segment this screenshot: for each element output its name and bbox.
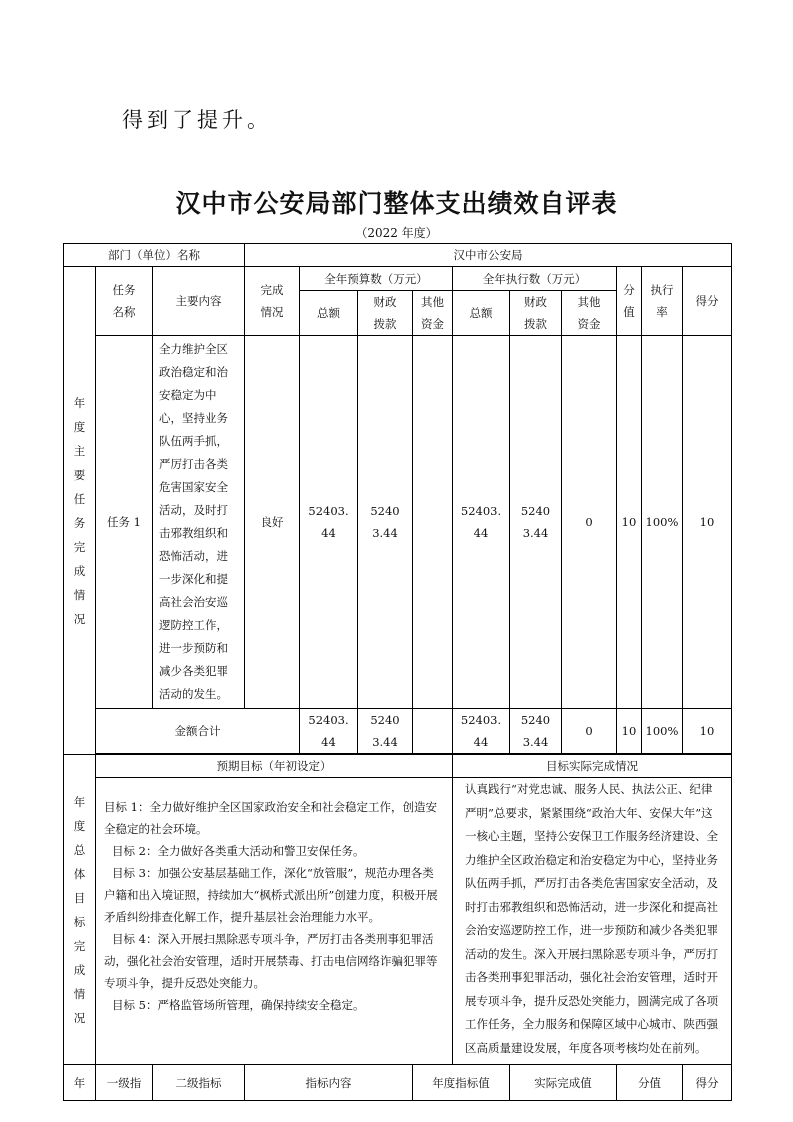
sum-budget-other [413, 709, 453, 754]
header-exec-other: 其他资金 [562, 291, 617, 336]
actual-completion-text: 认真践行“对党忠诚、服务人民、执法公正、纪律严明”总要求，紧紧围绕“政治大年、安保大年”这一核心主题，坚持公安保卫工作服务经济建设、全力维护全区政治稳定和治安稳定为中心，坚持业务队伍两手抓，严厉打击各类危害国家安全活动，及时打击邪教组织和恐怖活动，进一步深化和提高社会治安巡逻防控工作，进一步预防和减少各类犯罪活动的发生。深入开展扫黑除恶专项斗争，严厉打击各类刑事犯罪活动，强化社会治安管理，适时开展专项斗争，提升反恐处突能力，圆满完成了各项工作任务，全力服务和保障区域中心城市、陕西强区高质量建设发展，年度各项考核均处在前列。 [453, 778, 732, 1065]
header-points: 分值 [617, 267, 642, 336]
task1-points: 10 [617, 336, 642, 709]
header-budget-total: 总额 [300, 291, 358, 336]
sum-exec-fiscal: 52403.44 [510, 709, 562, 754]
bottom-col-score: 得分 [683, 1065, 732, 1101]
sum-budget-total: 52403.44 [300, 709, 358, 754]
dept-value: 汉中市公安局 [245, 244, 732, 267]
header-score: 得分 [683, 267, 732, 336]
expected-goals-list [96, 778, 453, 1065]
year-subtitle: （2022 年度） [355, 226, 438, 240]
header-exec-total: 总额 [453, 291, 510, 336]
dept-label: 部门（单位）名称 [64, 244, 245, 267]
sum-rate: 100% [642, 709, 683, 754]
task1-content: 全力维护全区政治稳定和治安稳定为中心，坚持业务队伍两手抓，严厉打击各类危害国家安全活动，及时打击邪教组织和恐怖活动，进一步深化和提高社会治安巡逻防控工作，进一步预防和减少各类犯罪活动的发生。 [153, 336, 245, 709]
task1-score: 10 [683, 336, 732, 709]
bottom-col-actual-value: 实际完成值 [510, 1065, 617, 1101]
performance-table [63, 243, 732, 1101]
sum-score: 10 [683, 709, 732, 754]
task1-budget-other [413, 336, 453, 709]
goal-1: 目标 1：全力做好维护全区国家政治安全和社会稳定工作，创造安全稳定的社会环境。 [104, 800, 437, 836]
header-budget-fiscal: 财政拨款 [358, 291, 413, 336]
header-task-name: 任务名称 [96, 267, 153, 336]
task1-budget-fiscal: 52403.44 [358, 336, 413, 709]
task1-completion: 良好 [245, 336, 300, 709]
goal-2: 目标 2：全力做好各类重大活动和警卫安保任务。 [112, 844, 365, 858]
task1-exec-other: 0 [562, 336, 617, 709]
task1-name: 任务 1 [96, 336, 153, 709]
task1-exec-total: 52403.44 [453, 336, 510, 709]
page-title: 汉中市公安局部门整体支出绩效自评表 [175, 189, 618, 218]
task1-rate: 100% [642, 336, 683, 709]
section-main-tasks-label: 年度主要任务完成情况 [64, 267, 96, 755]
goal-3: 目标 3：加强公安基层基础工作，深化“放管服”，规范办理各类户籍和出入境证照，持续加大“枫桥式派出所”创建力度，积极开展矛盾纠纷排查化解工作，提升基层社会治理能力水平。 [104, 866, 438, 924]
goal-5: 目标 5：严格监管场所管理，确保持续安全稳定。 [112, 998, 365, 1012]
header-exec-fiscal: 财政拨款 [510, 291, 562, 336]
bottom-col-content: 指标内容 [245, 1065, 413, 1101]
actual-completion-header: 目标实际完成情况 [453, 755, 732, 778]
sum-points: 10 [617, 709, 642, 754]
bottom-col-points: 分值 [617, 1065, 683, 1101]
sum-budget-fiscal: 52403.44 [358, 709, 413, 754]
sum-label: 金额合计 [96, 709, 300, 754]
task1-budget-total: 52403.44 [300, 336, 358, 709]
bottom-col-level2: 二级指标 [153, 1065, 245, 1101]
header-completion: 完成情况 [245, 267, 300, 336]
header-exec-rate: 执行率 [642, 267, 683, 336]
bottom-col-year: 年 [64, 1065, 96, 1101]
header-budget-other: 其他资金 [413, 291, 453, 336]
header-budget-group: 全年预算数（万元） [300, 267, 453, 291]
sum-exec-other: 0 [562, 709, 617, 754]
sum-exec-total: 52403.44 [453, 709, 510, 754]
section-overall-goals-label: 年度总体目标完成情况 [64, 755, 96, 1065]
header-exec-group: 全年执行数（万元） [453, 267, 617, 291]
bottom-col-level1: 一级指 [96, 1065, 153, 1101]
goal-4: 目标 4：深入开展扫黑除恶专项斗争，严厉打击各类刑事犯罪活动，强化社会治安管理，适时开展禁毒、打击电信网络诈骗犯罪等专项斗争，提升反恐处突能力。 [104, 932, 438, 990]
intro-text: 得到了提升。 [122, 108, 272, 132]
header-main-content: 主要内容 [153, 267, 245, 336]
bottom-col-annual-target: 年度指标值 [413, 1065, 510, 1101]
task1-exec-fiscal: 52403.44 [510, 336, 562, 709]
expected-goals-header: 预期目标（年初设定） [96, 755, 453, 778]
